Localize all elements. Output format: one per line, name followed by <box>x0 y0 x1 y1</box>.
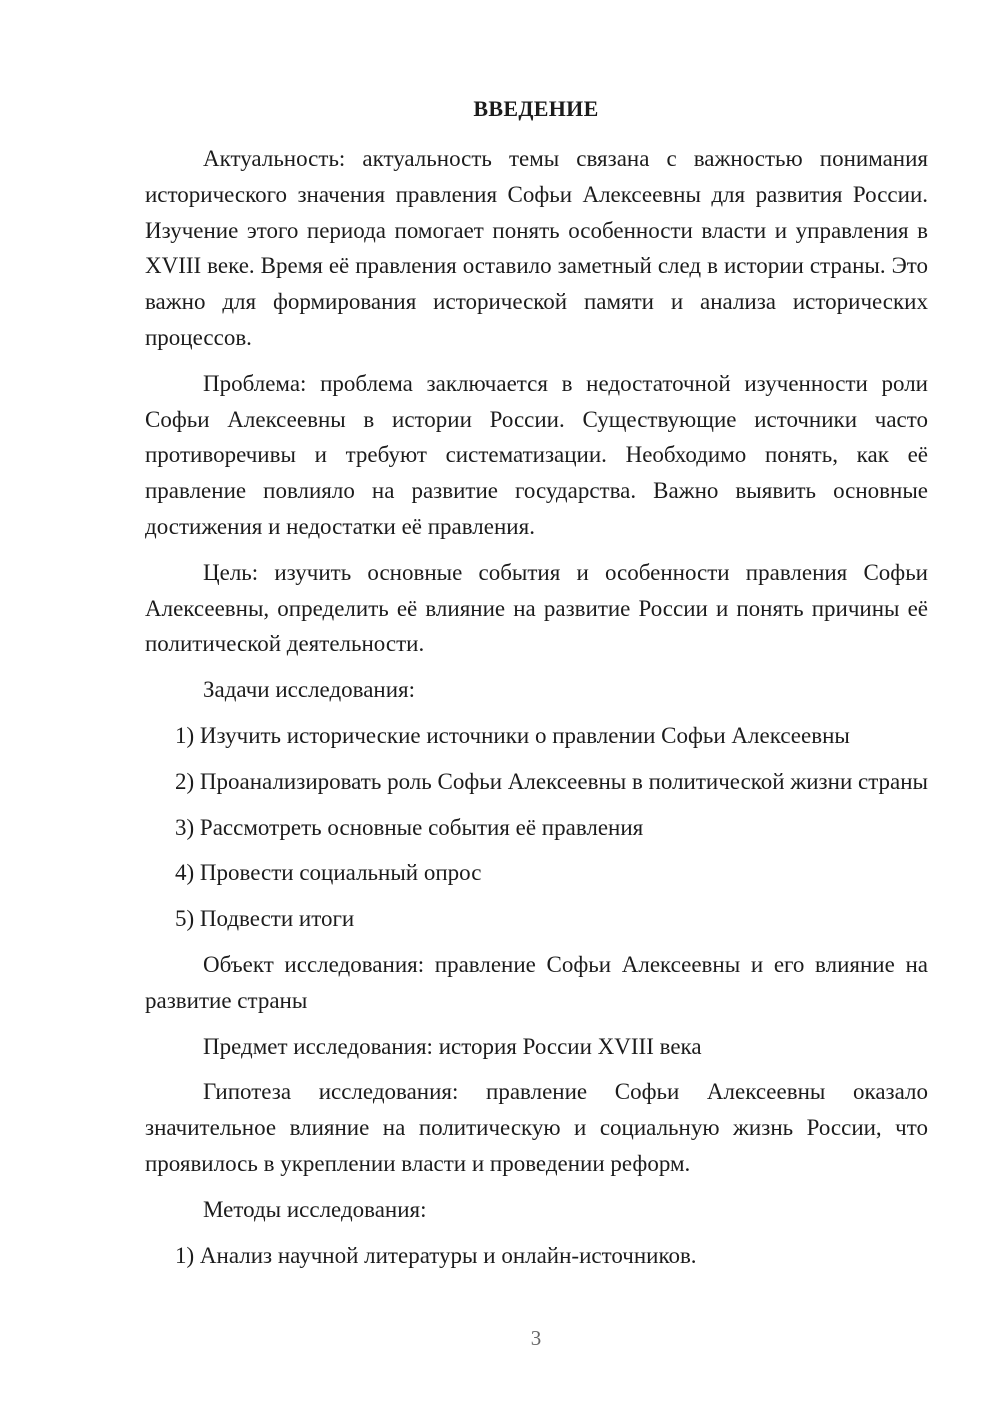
paragraph-goal: Цель: изучить основные события и особенности правления Софьи Алексеевны, определить её влияние на развитие России и понять причины её политической деятельности. <box>145 559 928 657</box>
task-item-4: 4) Провести социальный опрос <box>175 860 482 886</box>
task-item-5: 5) Подвести итоги <box>175 906 355 932</box>
methods-heading: Методы исследования: <box>203 1196 427 1222</box>
paragraph-subject: Предмет исследования: история России XVIII века <box>203 1033 702 1059</box>
tasks-heading: Задачи исследования: <box>203 677 416 703</box>
task-item-3: 3) Рассмотреть основные события её правления <box>175 814 644 840</box>
page-number: 3 <box>530 1326 542 1350</box>
task-item-2: 2) Проанализировать роль Софьи Алексеевны в политической жизни страны <box>175 768 929 794</box>
page-title: ВВЕДЕНИЕ <box>473 96 599 121</box>
paragraph-object: Объект исследования: правление Софьи Алексеевны и его влияние на развитие страны <box>145 951 928 1013</box>
paragraph-hypothesis: Гипотеза исследования: правление Софьи Алексеевны оказало значительное влияние на политическую и социальную жизнь России, что проявилось в укреплении власти и проведении реформ. <box>145 1079 928 1176</box>
task-item-1: 1) Изучить исторические источники о правлении Софьи Алексеевны <box>175 722 850 748</box>
method-item-1: 1) Анализ научной литературы и онлайн-источников. <box>175 1242 697 1268</box>
paragraph-relevance: Актуальность: актуальность темы связана с важностью понимания исторического значения правления Софьи Алексеевны для развития России. Изучение этого периода помогает понять особенности власти и управления в XVIII веке. Время её правления оставило заметный след в истории страны. Это важно для формирования исторической памяти и анализа исторических процессов. <box>145 146 928 350</box>
body-text <box>145 141 928 1283</box>
paragraph-problem: Проблема: проблема заключается в недостаточной изученности роли Софьи Алексеевны в истории России. Существующие источники часто противоречивы и требуют систематизации. Необходимо понять, как её правление повлияло на развитие государства. Важно выявить основные достижения и недостатки её правления. <box>145 370 928 539</box>
